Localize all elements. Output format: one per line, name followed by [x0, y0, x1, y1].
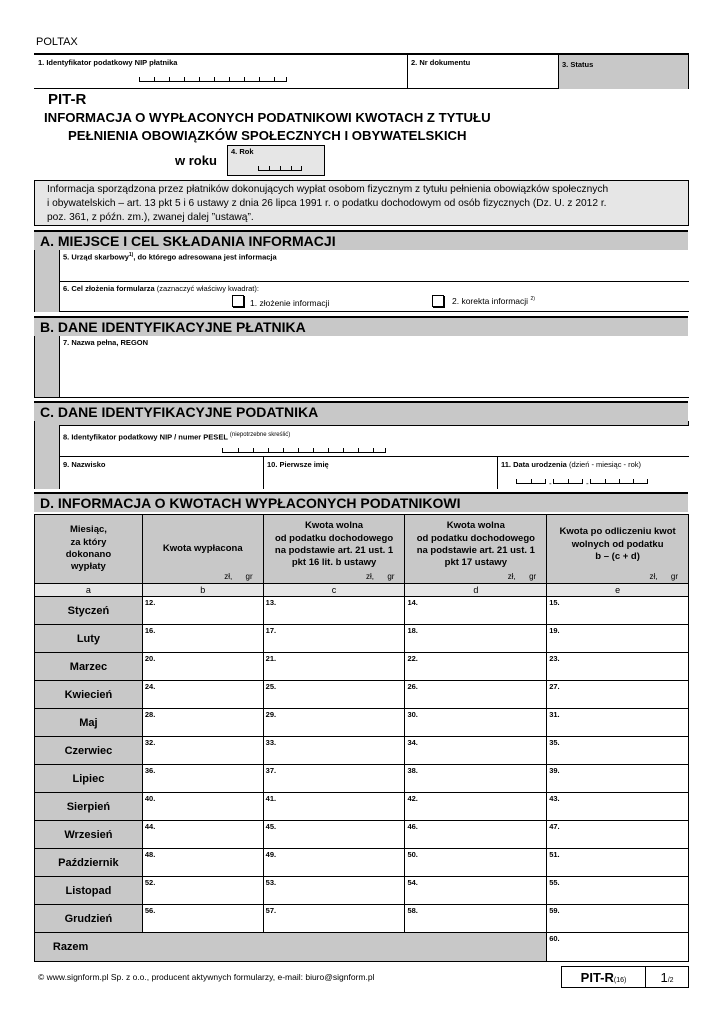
section-c-title: C. DANE IDENTYFIKACYJNE PODATNIKA	[40, 404, 319, 420]
amount-cell[interactable]: 18.	[405, 625, 547, 653]
year-prefix: w roku	[175, 153, 217, 168]
section-a-header	[34, 230, 688, 250]
amount-cell[interactable]: 51.	[547, 849, 689, 877]
amount-cell[interactable]: 43.	[547, 793, 689, 821]
form-title-line1: INFORMACJA O WYPŁACONYCH PODATNIKOWI KWOTACH Z TYTUŁU	[44, 110, 491, 125]
purpose-field	[59, 282, 689, 312]
amount-cell[interactable]: 32.	[142, 737, 263, 765]
tax-office-field[interactable]	[59, 250, 689, 282]
amount-cell[interactable]: 53.	[263, 877, 405, 905]
total-row	[35, 933, 689, 962]
amount-cell[interactable]: 52.	[142, 877, 263, 905]
amount-cell[interactable]: 14.	[405, 597, 547, 625]
intro-box	[34, 180, 689, 226]
table-row	[35, 709, 689, 737]
col-letter: b	[142, 584, 263, 597]
amount-cell[interactable]: 13.	[263, 597, 405, 625]
section-b-title: B. DANE IDENTYFIKACYJNE PŁATNIKA	[40, 319, 306, 335]
option-correction-label: 2. korekta informacji $^{2)}$	[452, 296, 535, 306]
total-field[interactable]: 60.	[547, 933, 689, 962]
section-d-header	[34, 492, 688, 512]
purpose-label: 6. Cel złożenia formularza (zaznaczyć właściwy kwadrat):	[63, 284, 259, 293]
section-b-header	[34, 316, 688, 336]
amount-cell[interactable]: 58.	[405, 905, 547, 933]
status-field	[559, 55, 689, 89]
section-a-title: A. MIEJSCE I CEL SKŁADANIA INFORMACJI	[40, 233, 336, 249]
amount-cell[interactable]: 26.	[405, 681, 547, 709]
table-row	[35, 821, 689, 849]
amount-cell[interactable]: 21.	[263, 653, 405, 681]
month-label: Sierpień	[35, 793, 143, 821]
taxpayer-names-row	[59, 457, 689, 489]
amount-cell[interactable]: 49.	[263, 849, 405, 877]
birth-year-comb	[590, 479, 648, 484]
birth-month-comb	[553, 479, 583, 484]
document-number-label: 2. Nr dokumentu	[411, 58, 471, 67]
month-label: Listopad	[35, 877, 143, 905]
intro-line3: poz. 361, z późn. zm.), zwanej dalej ”ustawą”.	[47, 212, 254, 223]
section-a-body	[34, 250, 689, 312]
payer-nip-field[interactable]	[34, 55, 408, 89]
table-row	[35, 905, 689, 933]
unit-label: zł, gr	[224, 571, 253, 581]
amount-cell[interactable]: 22.	[405, 653, 547, 681]
amount-cell[interactable]: 45.	[263, 821, 405, 849]
letters-row	[35, 584, 689, 597]
amount-cell[interactable]: 35.	[547, 737, 689, 765]
taxpayer-id-label: 8. Identyfikator podatkowy NIP / numer PESEL $^{(niepotrzebne skreślić)}$	[63, 432, 291, 442]
intro-line2: i obywatelskich – art. 13 pkt 5 i 6 ustawy z dnia 26 lipca 1991 r. o podatku dochodowym od osób fizycznych (Dz. U. z 2012 r.	[47, 198, 607, 209]
col-letter: d	[405, 584, 547, 597]
amount-cell[interactable]: 55.	[547, 877, 689, 905]
form-title-line2: PEŁNIENIA OBOWIĄZKÓW SPOŁECZNYCH I OBYWATELSKICH	[68, 128, 467, 143]
unit-label: zł, gr	[507, 571, 537, 581]
amount-cell[interactable]: 15.	[547, 597, 689, 625]
table-row	[35, 793, 689, 821]
option-submission-label: 1. złożenie informacji	[250, 298, 330, 308]
first-name-field[interactable]	[264, 457, 498, 489]
amount-cell[interactable]: 46.	[405, 821, 547, 849]
amount-cell[interactable]: 30.	[405, 709, 547, 737]
amounts-table	[34, 514, 689, 962]
col-exempt-17-header: Kwota wolna od podatku dochodowego na podstawie art. 21 ust. 1 pkt 17 ustawy zł, gr	[405, 515, 547, 584]
footer-form-box	[561, 966, 689, 988]
section-d-title: D. INFORMACJA O KWOTACH WYPŁACONYCH PODATNIKOWI	[40, 495, 461, 511]
month-label: Lipiec	[35, 765, 143, 793]
amount-cell[interactable]: 36.	[142, 765, 263, 793]
amount-cell[interactable]: 57.	[263, 905, 405, 933]
amount-cell[interactable]: 37.	[263, 765, 405, 793]
col-letter: c	[263, 584, 405, 597]
month-label: Kwiecień	[35, 681, 143, 709]
month-label: Marzec	[35, 653, 143, 681]
footer-page-number: 1 /2	[660, 969, 674, 985]
amount-cell[interactable]: 27.	[547, 681, 689, 709]
table-row	[35, 765, 689, 793]
table-row	[35, 597, 689, 625]
brand-label: POLTAX	[36, 36, 78, 48]
table-row	[35, 849, 689, 877]
amount-cell[interactable]: 17.	[263, 625, 405, 653]
first-name-label: 10. Pierwsze imię	[267, 460, 329, 469]
col-exempt-16-header: Kwota wolna od podatku dochodowego na podstawie art. 21 ust. 1 pkt 16 lit. b ustawy zł, gr	[263, 515, 405, 584]
section-b-body	[34, 336, 689, 398]
amount-cell[interactable]: 24.	[142, 681, 263, 709]
date-dash: -	[549, 479, 552, 488]
option-correction-checkbox[interactable]	[432, 295, 444, 307]
total-label: Razem	[35, 933, 547, 962]
amount-cell[interactable]: 25.	[263, 681, 405, 709]
amount-cell[interactable]: 56.	[142, 905, 263, 933]
option-submission-checkbox[interactable]	[232, 295, 244, 307]
amount-cell[interactable]: 40.	[142, 793, 263, 821]
amount-cell[interactable]: 12.	[142, 597, 263, 625]
amount-cell[interactable]: 38.	[405, 765, 547, 793]
col-month-header: Miesiąc, za który dokonano wypłaty	[35, 515, 143, 584]
table-row	[35, 653, 689, 681]
unit-label: zł, gr	[649, 571, 678, 581]
section-c-body	[34, 421, 689, 489]
month-label: Styczeń	[35, 597, 143, 625]
amount-cell[interactable]: 39.	[547, 765, 689, 793]
payer-nip-comb	[139, 77, 287, 82]
month-label: Czerwiec	[35, 737, 143, 765]
amount-cell[interactable]: 44.	[142, 821, 263, 849]
tax-office-label: 5. Urząd skarbowy$^{1)}$, do którego adresowana jest informacja	[63, 252, 277, 262]
col-letter: e	[547, 584, 689, 597]
month-label: Wrzesień	[35, 821, 143, 849]
payer-name-field[interactable]	[59, 336, 689, 397]
birth-date-label: 11. Data urodzenia (dzień - miesiąc - rok)	[501, 460, 642, 469]
header-fields	[34, 53, 689, 89]
amount-cell[interactable]: 23.	[547, 653, 689, 681]
amount-cell[interactable]: 47.	[547, 821, 689, 849]
payer-name-label: 7. Nazwa pełna, REGON	[63, 338, 149, 347]
footer-form-code: PIT-R (16)	[562, 967, 646, 987]
date-dash: -	[586, 479, 589, 488]
amount-cell[interactable]: 50.	[405, 849, 547, 877]
amount-cell[interactable]: 41.	[263, 793, 405, 821]
table-row	[35, 877, 689, 905]
month-label: Grudzień	[35, 905, 143, 933]
table-row	[35, 737, 689, 765]
payer-nip-label: 1. Identyfikator podatkowy NIP płatnika	[38, 58, 178, 67]
year-label: 4. Rok	[231, 147, 254, 156]
unit-label: zł, gr	[365, 571, 395, 581]
birth-date-field[interactable]	[498, 457, 690, 489]
surname-label: 9. Nazwisko	[63, 460, 106, 469]
col-paid-header: Kwota wypłacona zł, gr	[142, 515, 263, 584]
table-row	[35, 681, 689, 709]
month-label: Październik	[35, 849, 143, 877]
amount-cell[interactable]: 33.	[263, 737, 405, 765]
month-label: Luty	[35, 625, 143, 653]
amount-cell[interactable]: 29.	[263, 709, 405, 737]
amount-cell[interactable]: 48.	[142, 849, 263, 877]
taxpayer-id-comb	[222, 448, 386, 453]
footer-copyright: © www.signform.pl Sp. z o.o., producent aktywnych formularzy, e-mail: biuro@signform.pl	[38, 972, 375, 982]
amount-cell[interactable]: 59.	[547, 905, 689, 933]
form-code: PIT-R	[48, 91, 87, 108]
amount-cell[interactable]: 19.	[547, 625, 689, 653]
intro-line1: Informacja sporządzona przez płatników dokonujących wypłat osobom fizycznym z tytułu pełnienia obowiązków społecznych	[47, 184, 609, 195]
amount-cell[interactable]: 34.	[405, 737, 547, 765]
table-header-row	[35, 515, 689, 584]
amount-cell[interactable]: 16.	[142, 625, 263, 653]
taxpayer-id-field[interactable]	[59, 425, 689, 457]
status-label: 3. Status	[562, 60, 594, 69]
birth-day-comb	[516, 479, 546, 484]
document-number-field[interactable]	[408, 55, 559, 89]
amount-cell[interactable]: 31.	[547, 709, 689, 737]
amount-cell[interactable]: 20.	[142, 653, 263, 681]
month-label: Maj	[35, 709, 143, 737]
year-comb	[258, 166, 302, 171]
surname-field[interactable]	[60, 457, 264, 489]
table-row	[35, 625, 689, 653]
section-c-header	[34, 401, 688, 421]
col-letter: a	[35, 584, 143, 597]
col-net-header: Kwota po odliczeniu kwot wolnych od podatku b – (c + d) zł, gr	[547, 515, 689, 584]
amount-cell[interactable]: 42.	[405, 793, 547, 821]
amount-cell[interactable]: 54.	[405, 877, 547, 905]
amount-cell[interactable]: 28.	[142, 709, 263, 737]
year-field[interactable]	[227, 145, 325, 176]
